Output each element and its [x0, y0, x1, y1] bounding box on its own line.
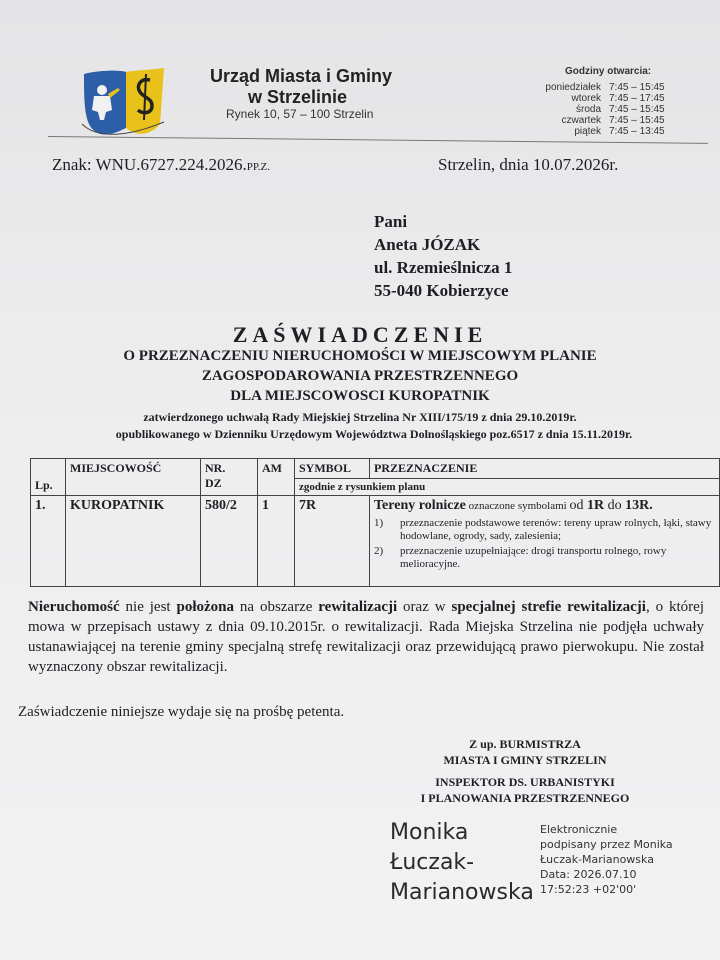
cell-lp: 1. — [31, 496, 66, 587]
list-item — [374, 545, 715, 571]
document-subtitle: O PRZEZNACZENIU NIERUCHOMOŚCI W MIEJSCOWYM PLANIE — [123, 348, 597, 364]
col-sub-note: zgodnie z rysunkiem planu — [295, 479, 720, 496]
signature-line: Z up. BURMISTRZA — [469, 737, 581, 751]
purpose-to: 13R. — [625, 498, 653, 513]
col-purpose: PRZEZNACZENIE — [370, 459, 720, 479]
list-item-number: 1) — [374, 517, 384, 529]
hours-time: 7:45 – 13:45 — [609, 126, 665, 137]
e-signature-name-line: Monika — [390, 820, 469, 845]
purpose-to-label: do — [604, 498, 626, 513]
hours-row — [505, 93, 665, 104]
office-name: Urząd Miasta i Gminy — [210, 66, 393, 86]
plan-table — [30, 458, 720, 587]
e-signature-info-line: Data: 2026.07.10 — [540, 868, 637, 881]
signature-line: INSPEKTOR DS. URBANISTYKI — [435, 775, 615, 789]
e-signature-info-line: podpisany przez Monika — [540, 838, 673, 851]
document-subtitle: DLA MIEJSCOWOSCI KUROPATNIK — [230, 388, 490, 404]
hours-time: 7:45 – 15:45 — [609, 82, 665, 93]
document-subtitle: ZAGOSPODAROWANIA PRZESTRZENNEGO — [201, 368, 519, 384]
list-item-text: przeznaczenie podstawowe terenów: tereny upraw rolnych, łąki, stawy hodowlane, ogrody, sady, zalesienia; — [400, 517, 712, 542]
table-header-row — [31, 459, 720, 479]
e-signature-name-line: Marianowska — [390, 880, 534, 905]
addressee-block — [374, 210, 512, 302]
e-signature-info-line: Łuczak-Marianowska — [540, 853, 654, 866]
cell-purpose — [370, 496, 720, 587]
addressee-city: 55-040 Kobierzyce — [374, 281, 509, 300]
para-text: oraz w — [397, 599, 452, 615]
hours-day: poniedziałek — [545, 82, 601, 93]
purpose-main: Tereny rolnicze — [374, 498, 466, 513]
document-title: ZAŚWIADCZENIE — [232, 322, 488, 347]
col-am: AM — [258, 459, 295, 496]
col-parcel-dz: DZ — [205, 476, 222, 490]
para-text: na obszarze — [234, 599, 319, 615]
addressee-name: Aneta JÓZAK — [374, 235, 481, 254]
publication-reference: opublikowanego w Dzienniku Urzędowym Województwa Dolnośląskiego poz.6517 z dnia 15.11.2019r. — [115, 427, 633, 441]
office-city: w Strzelinie — [248, 87, 348, 107]
purpose-from-label: od — [569, 498, 587, 513]
para-text: , o której mowa w przepisach ustawy z dnia 09.10.2015r. o rewitalizacji. Rada Miejska Strzelina nie podjęła uchwały ustanawiającej na terenie gminy specjalną strefę rewitalizacji oraz przewidującą prawo pierwokupu. Nie został wyznaczony obszar rewitalizacji. — [28, 599, 704, 675]
coat-of-arms-icon — [80, 66, 166, 142]
hours-day: czwartek — [561, 115, 601, 126]
para-text: nie jest — [119, 599, 177, 615]
hours-day: wtorek — [571, 93, 601, 104]
addressee-street: ul. Rzemieślnicza 1 — [374, 258, 513, 277]
opening-hours — [505, 82, 665, 137]
office-address: Rynek 10, 57 – 100 Strzelin — [226, 107, 374, 121]
reference-suffix: PP.Z. — [246, 161, 270, 173]
list-item-text: przeznaczenie uzupełniające: drogi transportu rolnego, rowy melioracyjne. — [400, 545, 667, 570]
hours-title: Godziny otwarcia: — [565, 66, 652, 77]
col-locality: MIEJSCOWOŚĆ — [66, 459, 201, 496]
list-item-number: 2) — [374, 545, 384, 557]
hours-row — [505, 82, 665, 93]
hours-row — [505, 126, 665, 137]
col-parcel-nr: NR. — [205, 461, 226, 475]
hours-day: piątek — [574, 126, 601, 137]
e-signature-info — [540, 822, 673, 897]
reference-znak: Znak: WNU.6727.224.2026. — [52, 155, 247, 174]
e-signature-info-line: 17:52:23 +02'00' — [540, 883, 637, 896]
purpose-mid: oznaczone symbolami — [465, 500, 570, 512]
hours-time: 7:45 – 15:45 — [609, 115, 665, 126]
signature-line: MIASTA I GMINY STRZELIN — [443, 753, 607, 767]
para-bold: rewitalizacji — [318, 599, 398, 615]
e-signature-info-line: Elektronicznie — [540, 823, 618, 836]
hours-row — [505, 115, 665, 126]
signature-line: I PLANOWANIA PRZESTRZENNEGO — [420, 791, 630, 805]
hours-day: środa — [575, 104, 601, 115]
hours-time: 7:45 – 17:45 — [609, 93, 665, 104]
col-parcel — [201, 459, 258, 496]
cell-parcel: 580/2 — [201, 496, 258, 587]
para-bold: położona — [176, 599, 234, 615]
hours-time: 7:45 – 15:45 — [609, 104, 665, 115]
signature-block — [380, 736, 670, 806]
cell-am: 1 — [258, 496, 295, 587]
addressee-line: Pani — [374, 212, 408, 231]
para-bold: Nieruchomość — [28, 599, 120, 615]
para-bold: specjalnej strefie rewitalizacji — [451, 599, 646, 615]
issue-statement: Zaświadczenie niniejsze wydaje się na prośbę petenta. — [18, 704, 345, 720]
list-item — [374, 517, 715, 543]
col-symbol: SYMBOL — [295, 459, 370, 479]
col-lp: Lp. — [31, 459, 66, 496]
purpose-list — [374, 517, 715, 571]
revitalization-paragraph — [28, 597, 704, 677]
cell-symbol: 7R — [295, 496, 370, 587]
e-signature-name — [390, 818, 534, 908]
hours-row — [505, 104, 665, 115]
resolution-reference: zatwierdzonego uchwałą Rady Miejskiej Strzelina Nr XIII/175/19 z dnia 29.10.2019r. — [143, 410, 577, 424]
table-row — [31, 496, 720, 587]
purpose-from: 1R — [586, 498, 605, 513]
reference-number — [52, 155, 270, 175]
cell-locality: KUROPATNIK — [66, 496, 201, 587]
e-signature-name-line: Łuczak- — [390, 850, 475, 875]
issue-date: Strzelin, dnia 10.07.2026r. — [438, 155, 619, 174]
